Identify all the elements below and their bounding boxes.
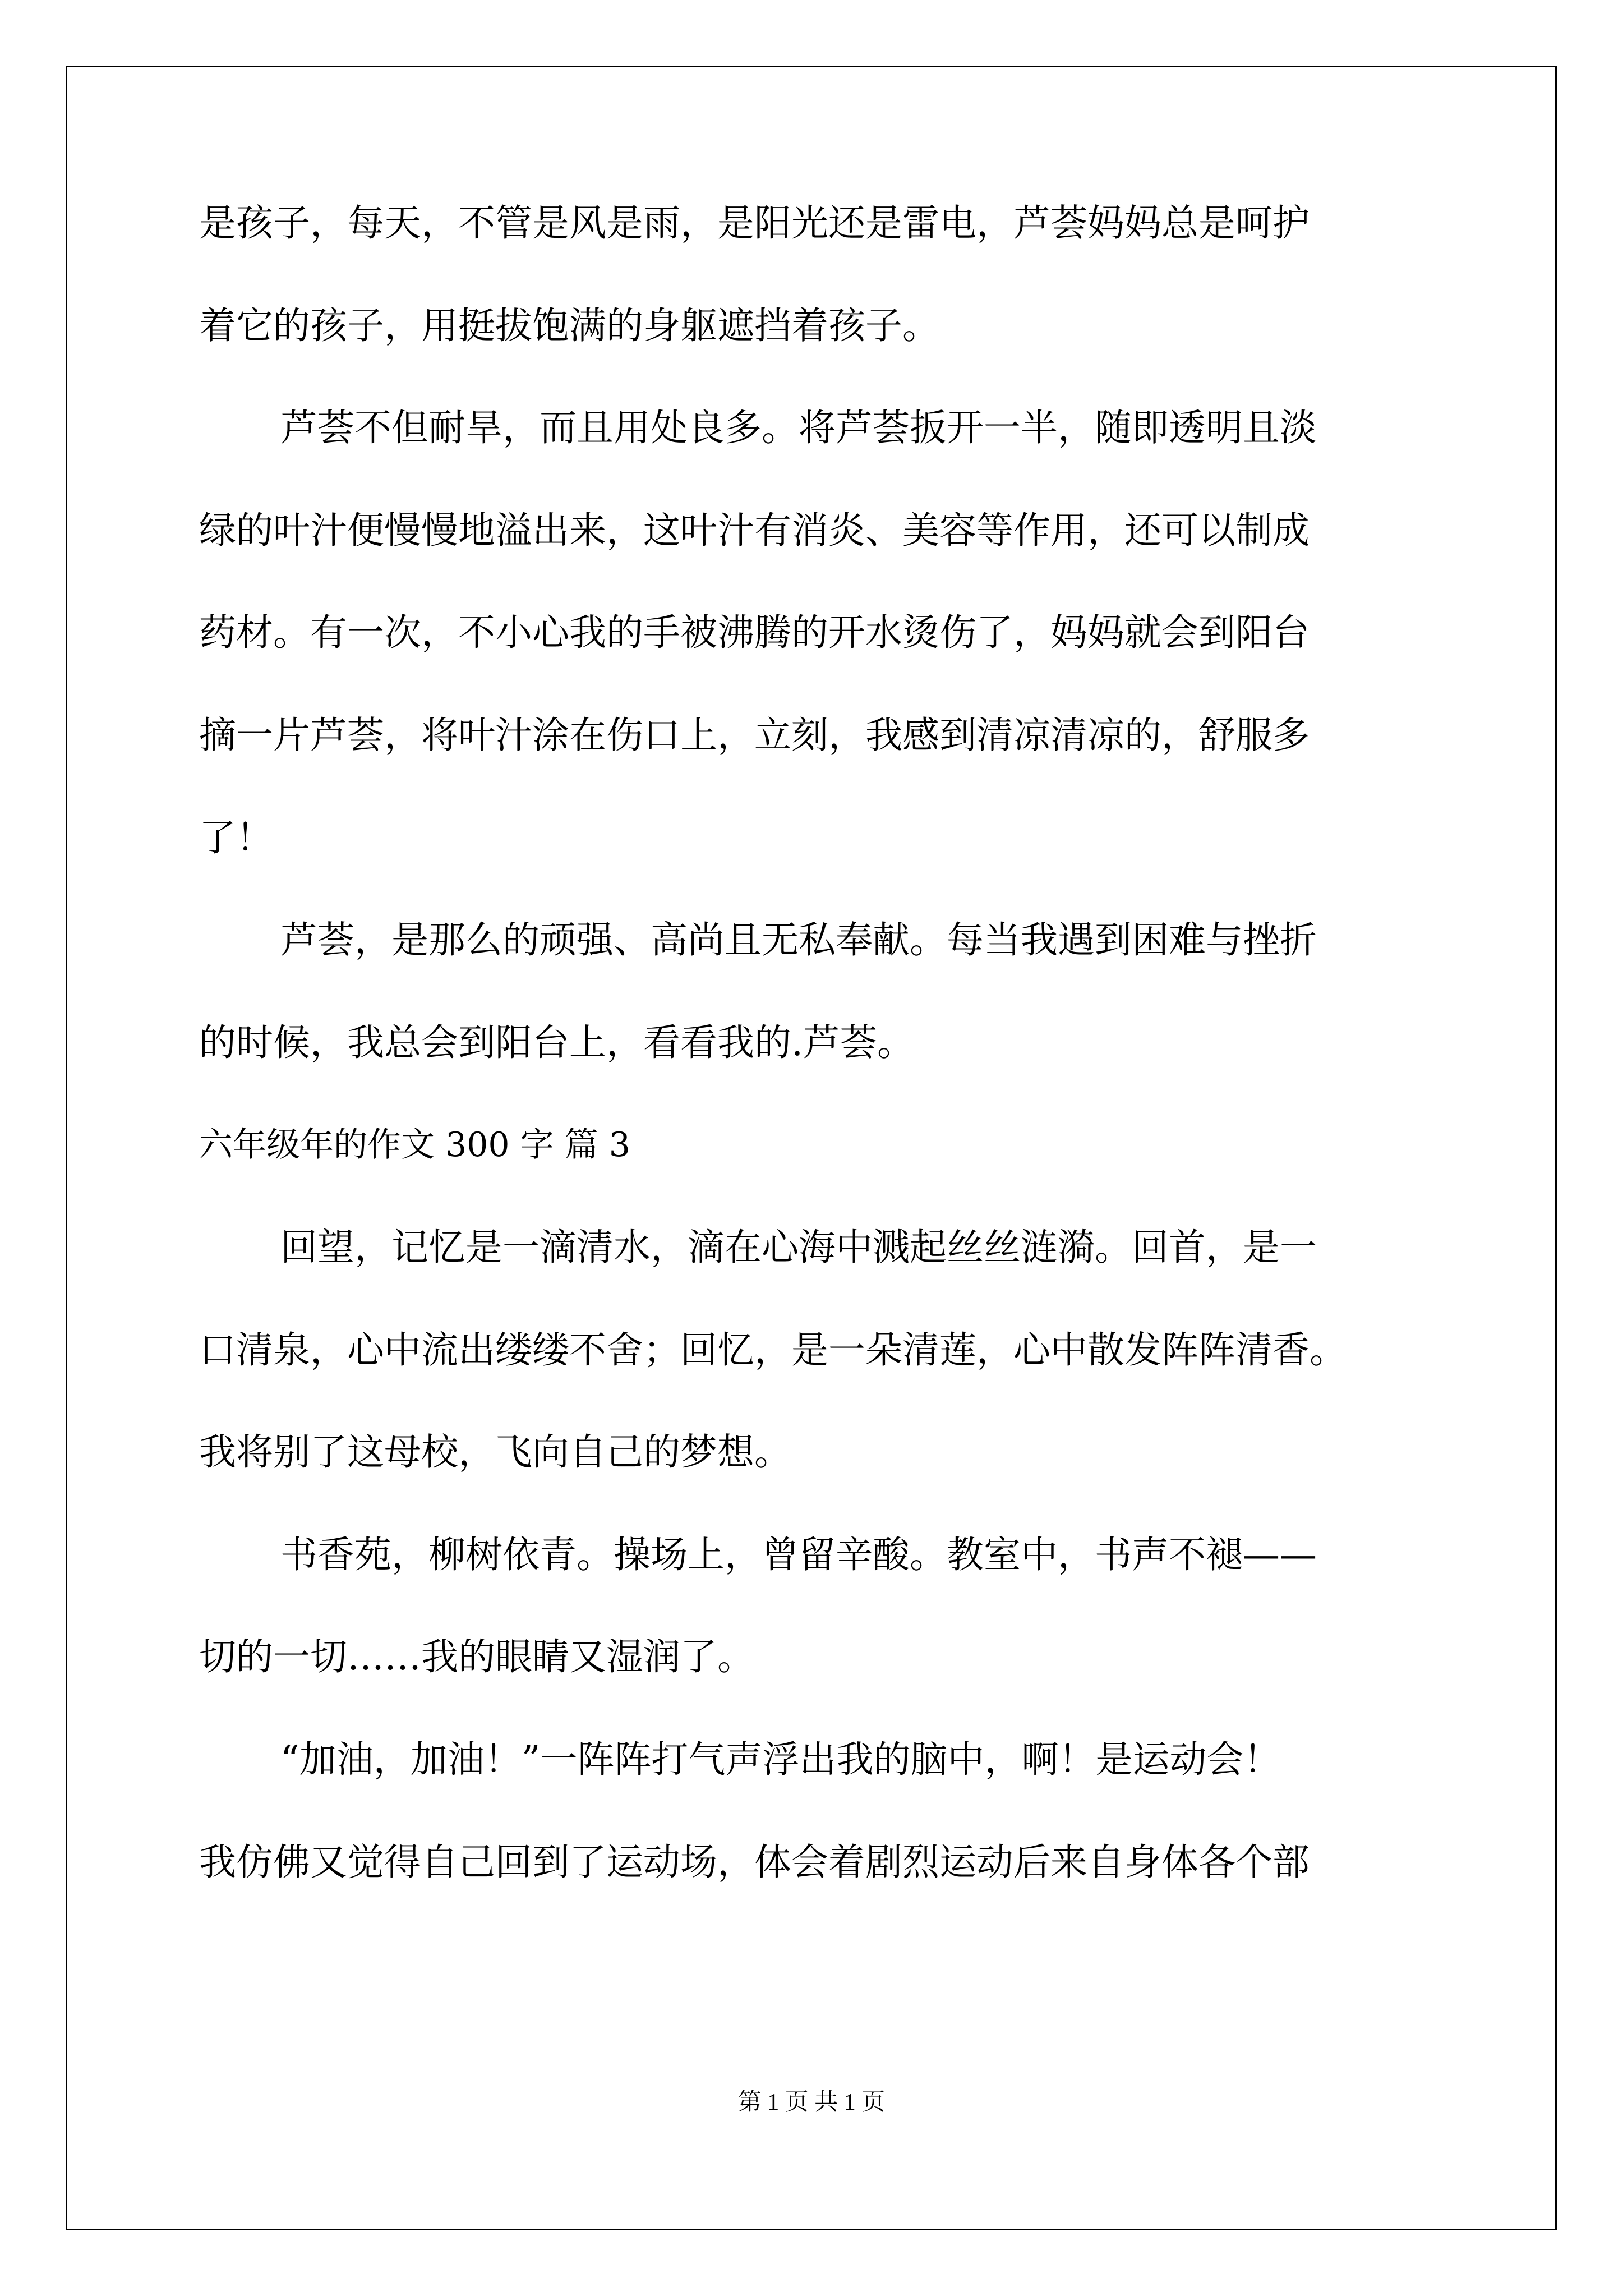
text-line: 的时候，我总会到阳台上，看看我的.芦荟。 <box>199 1020 914 1064</box>
text-line: 药材。有一次，不小心我的手被沸腾的开水烫伤了，妈妈就会到阳台 <box>199 611 1310 655</box>
paragraph-start-line: “加油，加油！”一阵阵打气声浮出我的脑中，啊！是运动会！ <box>280 1737 1281 1781</box>
paragraph-start-line: 芦荟，是那么的顽强、高尚且无私奉献。每当我遇到困难与挫折 <box>280 918 1317 962</box>
text-line: 了！ <box>199 816 273 859</box>
text-line: 绿的叶汁便慢慢地溢出来，这叶汁有消炎、美容等作用，还可以制成 <box>199 508 1310 552</box>
paragraph-start-line: 芦荟不但耐旱，而且用处良多。将芦荟扳开一半，随即透明且淡 <box>280 406 1317 450</box>
text-line: 口清泉，心中流出缕缕不舍；回忆，是一朵清莲，心中散发阵阵清香。 <box>199 1328 1347 1372</box>
text-line: 切的一切……我的眼睛又湿润了。 <box>199 1635 754 1679</box>
text-line: 着它的孩子，用挺拔饱满的身躯遮挡着孩子。 <box>199 303 939 347</box>
document-body <box>199 201 1433 1946</box>
page-footer: 第 1 页 共 1 页 <box>737 2090 886 2115</box>
text-line: 我将别了这母校，飞向自己的梦想。 <box>199 1430 791 1474</box>
section-heading: 六年级年的作文 300 字 篇 3 <box>199 1125 630 1165</box>
text-line: 我仿佛又觉得自己回到了运动场，体会着剧烈运动后来自身体各个部 <box>199 1840 1310 1884</box>
text-line: 是孩子，每天，不管是风是雨，是阳光还是雷电，芦荟妈妈总是呵护 <box>199 201 1310 245</box>
text-line: 摘一片芦荟，将叶汁涂在伤口上，立刻，我感到清凉清凉的，舒服多 <box>199 713 1310 757</box>
paragraph-start-line: 书香苑，柳树依青。操场上，曾留辛酸。教室中，书声不褪—— <box>280 1533 1317 1576</box>
paragraph-start-line: 回望，记忆是一滴清水，滴在心海中溅起丝丝涟漪。回首，是一 <box>280 1225 1317 1269</box>
